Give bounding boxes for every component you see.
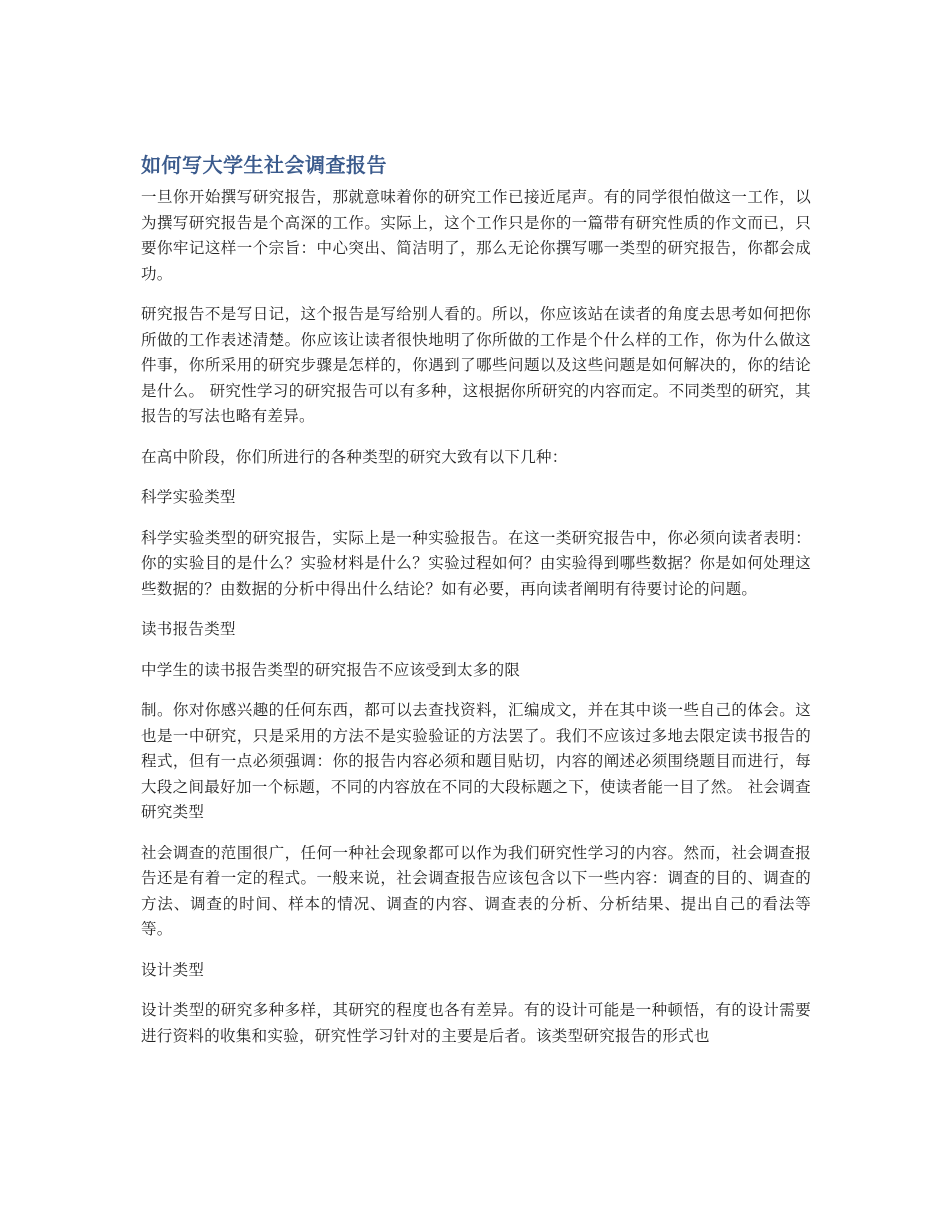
paragraph-reading-report-intro: 中学生的读书报告类型的研究报告不应该受到太多的限 (141, 660, 521, 679)
document-title: 如何写大学生社会调查报告 (141, 153, 387, 177)
paragraph-social-survey: 社会调查的范围很广，任何一种社会现象都可以作为我们研究性学习的内容。然而，社会调查报告还是有着一定的程式。一般来说，社会调查报告应该包含以下一些内容：调查的目的、调查的方法、调查的时间、样本的情况、调查的内容、调查表的分析、分析结果、提出自己的看法等等。 (141, 843, 811, 938)
heading-science-experiment: 科学实验类型 (141, 488, 236, 506)
paragraph-reading-report: 制。你对你感兴趣的任何东西，都可以去查找资料，汇编成文，并在其中谈一些自己的体会。这也是一中研究，只是采用的方法不是实验验证的方法罢了。我们不应该过多地去限定读书报告的程式，但有一点必须强调：你的报告内容必须和题目贴切，内容的阐述必须围绕题目而进行，每大段之间最好加一个标题，不同的内容放在不同的大段标题之下，使读者能一目了然。 社会调查研究类型 (141, 701, 811, 821)
paragraph-report-purpose: 研究报告不是写日记，这个报告是写给别人看的。所以，你应该站在读者的角度去思考如何把你所做的工作表述清楚。你应该让读者很快地明了你所做的工作是个什么样的工作，你为什么做这件事，你所采用的研究步骤是怎样的，你遇到了哪些问题以及这些问题是如何解决的，你的结论是什么。 研究性学习的研究报告可以有多种，这根据你所研究的内容而定。不同类型的研究，其报告的写法也略有差异。 (141, 305, 811, 425)
paragraph-intro: 一旦你开始撰写研究报告，那就意味着你的研究工作已接近尾声。有的同学很怕做这一工作，以为撰写研究报告是个高深的工作。实际上，这个工作只是你的一篇带有研究性质的作文而已，只要你牢记这样一个宗旨：中心突出、简洁明了，那么无论你撰写哪一类型的研究报告，你都会成功。 (141, 188, 811, 283)
document-body (141, 150, 811, 1064)
paragraph-science-experiment: 科学实验类型的研究报告，实际上是一种实验报告。在这一类研究报告中，你必须向读者表明：你的实验目的是什么？实验材料是什么？实验过程如何？由实验得到哪些数据？你是如何处理这些数据的？由数据的分析中得出什么结论？如有必要，再向读者阐明有待要讨论的问题。 (141, 528, 811, 598)
heading-reading-report: 读书报告类型 (141, 620, 236, 638)
paragraph-design: 设计类型的研究多种多样，其研究的程度也各有差异。有的设计可能是一种顿悟，有的设计需要进行资料的收集和实验，研究性学习针对的主要是后者。该类型研究报告的形式也 (141, 1001, 811, 1045)
heading-design: 设计类型 (141, 960, 205, 979)
paragraph-types-intro: 在高中阶段，你们所进行的各种类型的研究大致有以下几种： (141, 447, 568, 466)
